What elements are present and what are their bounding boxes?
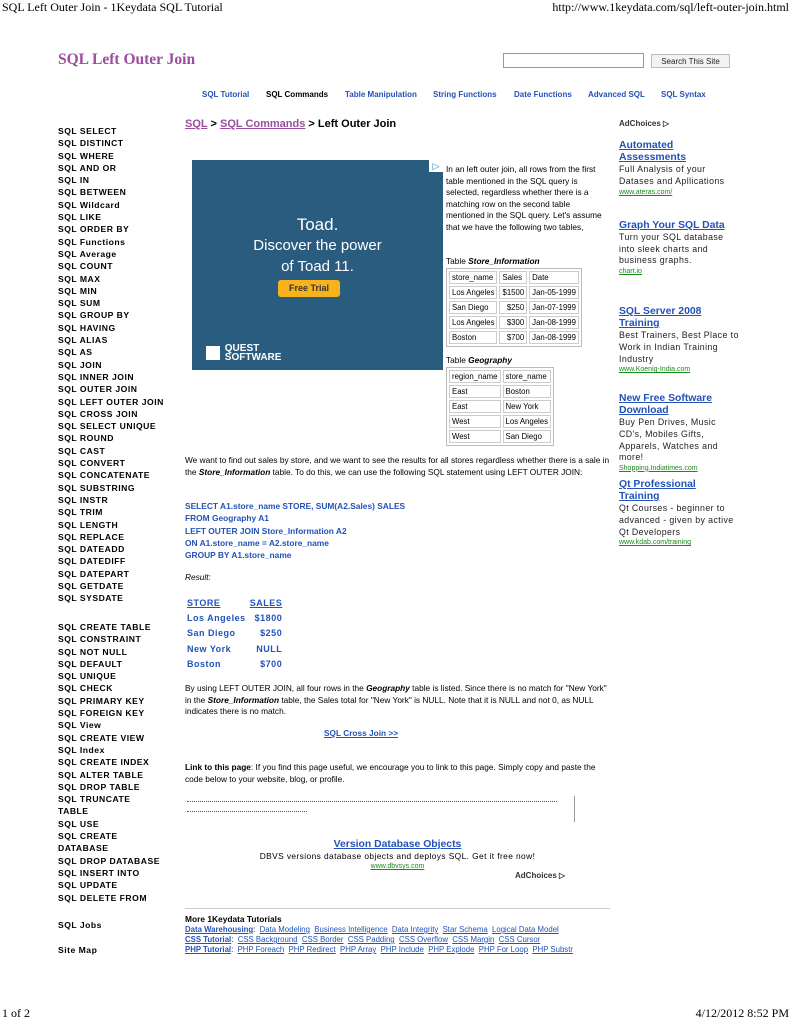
sidebar-jobs[interactable]: SQL Jobs xyxy=(58,920,102,930)
sidebar-item[interactable]: SQL WHERE xyxy=(58,150,115,161)
tutorial-link[interactable]: Business Intelligence xyxy=(314,925,388,934)
table-cell: store_name xyxy=(449,271,497,284)
table-cell: Los Angeles xyxy=(503,415,551,428)
sidebar-item[interactable]: SQL LENGTH xyxy=(58,519,119,530)
sidebar-item[interactable]: SQL COUNT xyxy=(58,261,113,272)
text-span: table is listed. Since there is no match for "New York" in the xyxy=(185,683,607,705)
table-cell: West xyxy=(449,415,501,428)
sidebar-item[interactable]: SQL DELETE FROM xyxy=(58,892,147,903)
right-ad-title[interactable]: New Free Software Download xyxy=(619,393,712,417)
site-title: SQL Left Outer Join xyxy=(58,51,196,68)
table-cell: San Diego xyxy=(187,628,236,639)
adchoices-icon: ▷ xyxy=(663,119,670,128)
sidebar-item[interactable]: SQL LIKE xyxy=(58,212,102,223)
table-cell: West xyxy=(449,430,501,443)
right-ad-desc: Full Analysis of your Datases and Apllications xyxy=(619,164,725,186)
sidebar-item[interactable]: SQL CREATE VIEW xyxy=(58,732,145,743)
page-title: SQL Left Outer Join - 1Keydata SQL Tutorial xyxy=(2,0,223,14)
right-ad[interactable] xyxy=(619,306,739,374)
sidebar-item[interactable]: SQL Functions xyxy=(58,236,126,247)
adchoices-label[interactable] xyxy=(515,871,565,880)
sidebar-item[interactable]: SQL TRIM xyxy=(58,507,103,518)
sidebar-item[interactable]: SQL LEFT OUTER JOIN xyxy=(58,396,164,407)
sidebar-item[interactable]: SQL ROUND xyxy=(58,433,114,444)
tutorial-link[interactable]: CSS Overflow xyxy=(398,935,448,944)
sidebar-item[interactable]: SQL BETWEEN xyxy=(58,187,127,198)
ad-brand1: QUEST xyxy=(224,343,260,354)
adchoices-icon[interactable]: ▷ xyxy=(429,160,443,172)
sql-line: SELECT A1.store_name STORE, SUM(A2.Sales) SALES xyxy=(185,501,406,511)
tutorial-row: Data Warehousing: Data Modeling Business Intelligence Data Integrity Star Schema Logical Data Model xyxy=(185,925,559,934)
tutorial-link[interactable]: CSS Background xyxy=(237,935,298,944)
quest-logo-icon xyxy=(206,346,220,360)
intro-paragraph: In an left outer join, all rows from the first table mentioned in the SQL query is selected, regardless whether there is a matching row on the second table mentioned in the SQL query. Let's assume that we have the following two tables, xyxy=(446,164,602,232)
more-tutorials-heading: More 1Keydata Tutorials xyxy=(185,914,282,924)
table-cell: Jan-05-1999 xyxy=(529,286,579,299)
table-cell: $250 xyxy=(260,628,283,639)
tutorial-row: CSS Tutorial: CSS Background CSS Border CSS Padding CSS Overflow CSS Margin CSS Cursor xyxy=(185,935,541,944)
ad-line1: Toad. xyxy=(296,215,339,234)
sidebar-item[interactable]: SQL AND OR xyxy=(58,162,117,173)
table1-prefix: Table xyxy=(446,256,469,266)
right-ad-title[interactable]: Qt Professional Training xyxy=(619,479,696,503)
right-ad-url[interactable]: Shopping.Indiatimes.com xyxy=(619,464,698,472)
link-code-textbox[interactable] xyxy=(185,796,575,822)
right-ad-desc: Qt Courses - beginner to advanced - given by active Qt Developers xyxy=(619,503,734,537)
sidebar-item[interactable]: SQL DATEADD xyxy=(58,544,125,555)
conclusion-paragraph xyxy=(185,683,610,718)
ad-brand2: SOFTWARE xyxy=(224,352,282,363)
tutorial-category-link[interactable]: PHP Tutorial xyxy=(185,945,232,954)
text-emphasis: Store_Information xyxy=(207,694,280,705)
tutorial-link[interactable]: Data Integrity xyxy=(391,925,439,934)
sidebar-item[interactable]: SQL GROUP BY xyxy=(58,310,130,321)
adchoices-text: AdChoices xyxy=(619,119,661,128)
sidebar-item[interactable]: SQL INNER JOIN xyxy=(58,371,135,382)
right-ad-url[interactable]: chart.io xyxy=(619,267,642,275)
sidebar-item[interactable]: SQL AS xyxy=(58,347,93,358)
dbvs-ad[interactable] xyxy=(185,838,610,871)
sidebar-item[interactable]: SQL CREATE INDEX xyxy=(58,757,150,768)
code-line xyxy=(187,811,307,814)
sidebar-item[interactable]: TABLE xyxy=(58,806,89,817)
nav-sql-commands[interactable]: SQL Commands xyxy=(266,90,329,99)
sql-line: FROM Geography A1 xyxy=(185,513,269,524)
sidebar-item[interactable]: SQL SUM xyxy=(58,298,101,309)
sidebar-item[interactable]: SQL USE xyxy=(58,818,100,829)
result-label: Result: xyxy=(185,572,211,582)
sidebar-item[interactable]: SQL INSTR xyxy=(58,494,109,505)
table-cell: $1500 xyxy=(499,286,527,299)
table-cell: New York xyxy=(187,643,232,654)
nav-string-functions[interactable]: String Functions xyxy=(433,90,497,99)
right-ad-desc: Best Trainers, Best Place to Work in Indian Training Industry xyxy=(619,330,739,364)
free-trial-button[interactable]: Free Trial xyxy=(278,280,340,297)
table-cell: Date xyxy=(529,271,579,284)
page-number: 1 of 2 xyxy=(2,1006,30,1020)
page-url: http://www.1keydata.com/sql/left-outer-join.html xyxy=(552,0,789,14)
nav-sql-syntax[interactable]: SQL Syntax xyxy=(661,90,706,99)
text-emphasis: Store_Information xyxy=(198,466,271,477)
table-cell: Sales xyxy=(499,271,527,284)
code-line xyxy=(187,801,557,804)
table-cell: $300 xyxy=(499,316,527,329)
sidebar-item[interactable]: SQL Index xyxy=(58,744,105,755)
table-cell: Jan-07-1999 xyxy=(529,301,579,314)
right-ad-title[interactable]: SQL Server 2008 Training xyxy=(619,306,702,330)
right-ad-desc: Turn your SQL database into sleek charts and business graphs. xyxy=(619,232,724,266)
table-cell: $700 xyxy=(499,331,527,344)
breadcrumb-separator: > xyxy=(308,118,315,130)
sidebar-item[interactable]: SQL CONCATENATE xyxy=(58,470,151,481)
sidebar-item[interactable]: SQL CAST xyxy=(58,445,106,456)
sidebar-item[interactable]: SQL CREATE TABLE xyxy=(58,622,151,632)
sidebar-item[interactable]: SQL JOIN xyxy=(58,359,102,370)
print-timestamp: 4/12/2012 8:52 PM xyxy=(695,1006,789,1020)
table-cell: $250 xyxy=(499,301,527,314)
tutorial-link[interactable]: PHP Redirect xyxy=(288,945,336,954)
sidebar-item[interactable]: SQL DISTINCT xyxy=(58,138,124,149)
table-cell: San Diego xyxy=(503,430,551,443)
search-input[interactable] xyxy=(503,53,644,68)
breadcrumb-sql-commands[interactable]: SQL Commands xyxy=(219,118,306,130)
link-to-page-paragraph xyxy=(185,762,610,785)
sql-line: GROUP BY A1.store_name xyxy=(185,550,292,561)
table1-name: Store_Information xyxy=(468,256,540,266)
tutorial-link[interactable]: PHP Substr xyxy=(532,945,573,954)
right-ad[interactable] xyxy=(619,220,739,276)
sidebar-item[interactable]: SQL DATEPART xyxy=(58,568,130,579)
geography-table xyxy=(446,367,554,446)
table-cell: Boston xyxy=(449,331,497,344)
sidebar-item[interactable]: SQL MAX xyxy=(58,273,101,284)
tutorial-category-link[interactable]: CSS Tutorial xyxy=(185,935,232,944)
table-cell: STORE xyxy=(187,597,221,608)
table-cell: region_name xyxy=(449,370,501,383)
sidebar-item[interactable]: SQL CONSTRAINT xyxy=(58,634,142,645)
sidebar-item[interactable]: SQL ORDER BY xyxy=(58,224,130,235)
table2-caption xyxy=(446,355,512,367)
right-ad-title[interactable]: Graph Your SQL Data xyxy=(619,220,725,231)
quest-logo xyxy=(206,344,281,362)
tutorial-link[interactable]: CSS Margin xyxy=(452,935,495,944)
table-cell: SALES xyxy=(249,597,283,608)
tutorial-link[interactable]: Star Schema xyxy=(442,925,488,934)
tutorial-link[interactable]: PHP Foreach xyxy=(237,945,285,954)
adchoices-text: AdChoices xyxy=(515,871,557,880)
adchoices-icon: ▷ xyxy=(559,871,566,880)
tutorial-link[interactable]: CSS Border xyxy=(301,935,344,944)
tutorial-link[interactable]: PHP Include xyxy=(380,945,424,954)
sidebar-item[interactable]: SQL DATEDIFF xyxy=(58,556,126,567)
right-ad-title[interactable]: Automated Assessments xyxy=(619,140,687,164)
dbvs-ad-title[interactable]: Version Database Objects xyxy=(333,839,462,850)
nav-sql-tutorial[interactable]: SQL Tutorial xyxy=(202,90,250,99)
sidebar-item[interactable]: SQL INSERT INTO xyxy=(58,867,140,878)
sql-line: LEFT OUTER JOIN Store_Information A2 xyxy=(185,525,347,536)
sidebar-item[interactable]: SQL DROP TABLE xyxy=(58,781,140,792)
sidebar-item[interactable]: SQL SELECT UNIQUE xyxy=(58,421,157,432)
sql-line: ON A1.store_name = A2.store_name xyxy=(185,537,329,548)
right-ad[interactable] xyxy=(619,393,739,473)
sidebar-item[interactable]: SQL SUBSTRING xyxy=(58,482,136,493)
sidebar-item[interactable]: SQL ALIAS xyxy=(58,335,108,346)
nav-advanced-sql[interactable]: Advanced SQL xyxy=(588,90,645,99)
ad-line2: Discover the power xyxy=(253,237,382,254)
sidebar-item[interactable]: SQL IN xyxy=(58,175,90,186)
tutorial-link[interactable]: PHP Array xyxy=(340,945,377,954)
table-cell: $700 xyxy=(260,658,283,669)
sidebar-item[interactable]: SQL TRUNCATE xyxy=(58,794,131,805)
text-span: We want to find out sales by store, and we want to see the results for all stores regardless whether there is a sale in the xyxy=(185,455,610,477)
sidebar-item[interactable]: SQL Average xyxy=(58,248,117,259)
sidebar-item[interactable]: SQL SYSDATE xyxy=(58,593,124,604)
table-cell: Boston xyxy=(187,658,221,669)
right-ad[interactable] xyxy=(619,140,739,197)
right-ad-url[interactable]: www.Koenig-India.com xyxy=(619,366,691,374)
tutorial-link[interactable]: PHP Explode xyxy=(428,945,475,954)
text-emphasis: Geography xyxy=(366,683,410,693)
sidebar-item[interactable]: SQL PRIMARY KEY xyxy=(58,695,145,706)
breadcrumb-current: Left Outer Join xyxy=(317,118,397,130)
sidebar-item[interactable]: SQL UPDATE xyxy=(58,880,118,891)
dbvs-ad-url[interactable]: www.dbvsys.com xyxy=(370,863,425,870)
table-cell: East xyxy=(449,385,501,398)
table2-name: Geography xyxy=(468,355,512,365)
sql-code-block xyxy=(185,500,405,561)
breadcrumb-sql[interactable]: SQL xyxy=(185,118,208,130)
table-cell: Los Angeles xyxy=(449,286,497,299)
sidebar-item[interactable]: SQL GETDATE xyxy=(58,580,124,591)
text-span: table, the Sales total for "New York" is NULL. Note that it is NULL and not 0, as NULL indicates there is no match. xyxy=(185,694,594,717)
breadcrumb xyxy=(185,118,396,130)
result-table xyxy=(185,595,284,671)
right-ad-url[interactable]: www.ateras.com/ xyxy=(619,188,673,196)
tutorial-category-link[interactable]: Data Warehousing xyxy=(185,925,254,934)
next-page-link[interactable]: SQL Cross Join >> xyxy=(324,728,399,738)
table-cell: Jan-08-1999 xyxy=(529,331,579,344)
text-span: : If you find this page useful, we encourage you to link to this page. Simply copy and paste the code below to your website, blog, or profile. xyxy=(185,762,596,784)
table-cell: Boston xyxy=(503,385,551,398)
search-button[interactable]: Search This Site xyxy=(651,54,730,68)
sidebar-item[interactable]: SQL CREATE xyxy=(58,831,118,842)
table-cell: Los Angeles xyxy=(449,316,497,329)
dbvs-ad-desc: DBVS versions database objects and deploys SQL. Get it free now! xyxy=(259,851,536,861)
sidebar-item[interactable]: SQL CROSS JOIN xyxy=(58,408,138,419)
sidebar-item[interactable]: SQL Wildcard xyxy=(58,199,121,210)
text-span: table. To do this, we can use the following SQL statement using LEFT OUTER JOIN: xyxy=(270,466,583,477)
adchoices-label-right[interactable] xyxy=(619,119,669,128)
explanation-paragraph xyxy=(185,455,610,478)
table-cell: East xyxy=(449,400,501,413)
tutorial-link[interactable]: Logical Data Model xyxy=(492,925,559,934)
tutorial-link[interactable]: Data Modeling xyxy=(259,925,310,934)
sidebar-item[interactable]: SQL UNIQUE xyxy=(58,671,117,682)
sidebar-item[interactable]: SQL SELECT xyxy=(58,126,117,136)
toad-ad-banner[interactable] xyxy=(192,160,443,370)
sidebar-commands xyxy=(58,125,178,605)
sidebar-sitemap[interactable]: Site Map xyxy=(58,945,98,955)
table-cell: NULL xyxy=(256,643,283,654)
sidebar-item[interactable]: SQL REPLACE xyxy=(58,531,125,542)
tutorial-link[interactable]: CSS Cursor xyxy=(498,935,541,944)
tutorial-row: PHP Tutorial: PHP Foreach PHP Redirect PHP Array PHP Include PHP Explode PHP For Loop PHP Substr xyxy=(185,945,573,954)
sidebar-item[interactable]: SQL HAVING xyxy=(58,322,116,333)
table-cell: Los Angeles xyxy=(187,612,246,623)
sidebar-item[interactable]: SQL CHECK xyxy=(58,683,113,694)
sidebar-item[interactable]: SQL OUTER JOIN xyxy=(58,384,138,395)
ad-line3: of Toad 11. xyxy=(281,258,354,275)
sidebar-item[interactable]: SQL DROP DATABASE xyxy=(58,855,160,866)
table-cell: $1800 xyxy=(254,612,283,623)
table-cell: Jan-08-1999 xyxy=(529,316,579,329)
tutorial-link[interactable]: PHP For Loop xyxy=(478,945,529,954)
sidebar-item[interactable]: SQL MIN xyxy=(58,285,98,296)
table-cell: New York xyxy=(503,400,551,413)
sidebar-item[interactable]: SQL DEFAULT xyxy=(58,658,123,669)
sidebar-item[interactable]: DATABASE xyxy=(58,843,109,854)
table1-caption xyxy=(446,256,540,268)
right-ad[interactable] xyxy=(619,479,739,547)
right-ad-url[interactable]: www.kdab.com/training xyxy=(619,539,691,547)
sidebar-item[interactable]: SQL ALTER TABLE xyxy=(58,769,144,780)
breadcrumb-separator: > xyxy=(210,118,217,130)
sidebar-manipulation xyxy=(58,621,178,904)
table-cell: store_name xyxy=(503,370,551,383)
text-span: By using LEFT OUTER JOIN, all four rows in the xyxy=(185,683,367,693)
sidebar-item[interactable]: SQL FOREIGN KEY xyxy=(58,708,145,719)
sidebar-item[interactable]: SQL View xyxy=(58,720,102,731)
table-cell: San Diego xyxy=(449,301,497,314)
right-ad-desc: Buy Pen Drives, Music CD's, Mobiles Gifts, Apparels, Watches and more! xyxy=(619,417,719,463)
text-emphasis: Link to this page xyxy=(185,762,251,772)
store-information-table xyxy=(446,268,582,347)
nav-table-manipulation[interactable]: Table Manipulation xyxy=(345,90,417,99)
table2-prefix: Table xyxy=(446,355,469,365)
tutorial-link[interactable]: CSS Padding xyxy=(347,935,395,944)
sidebar-item[interactable]: SQL NOT NULL xyxy=(58,646,128,657)
sidebar-item[interactable]: SQL CONVERT xyxy=(58,458,126,469)
more-tutorials xyxy=(185,908,610,955)
nav-date-functions[interactable]: Date Functions xyxy=(514,90,572,99)
